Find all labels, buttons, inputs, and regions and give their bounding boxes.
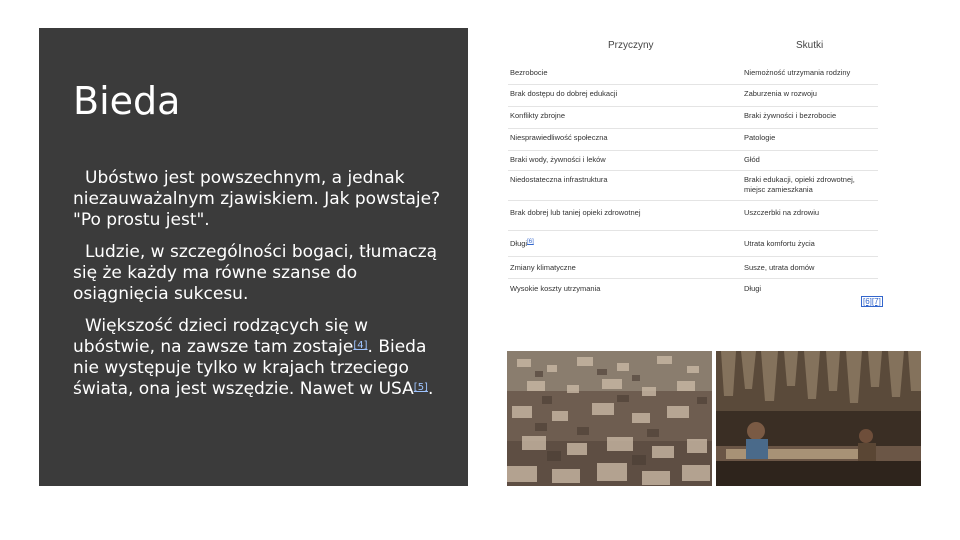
cause-cell: Wysokie koszty utrzymania <box>510 284 601 293</box>
paragraph-1-text: Ubóstwo jest powszechnym, a jednak niezauważalnym zjawiskiem. Jak powstaje? "Po prostu jest". <box>73 168 441 230</box>
paragraph-3-end: . <box>427 379 434 399</box>
effect-cell: Patologie <box>744 133 776 142</box>
table-row <box>508 150 878 171</box>
effect-cell: Braki edukacji, opieki zdrowotnej, miejsc zamieszkania <box>744 175 855 194</box>
paragraph-3-text: Większość dzieci rodzących się w ubóstwie, na zawsze tam zostaje <box>73 316 369 357</box>
header-causes: Przyczyny <box>608 40 654 51</box>
citation-5-link[interactable]: [5] <box>413 382 428 393</box>
paragraph-1 <box>73 168 443 231</box>
cause-cell: Niedostateczna infrastruktura <box>510 175 608 184</box>
cause-cell: Braki wody, żywności i leków <box>510 155 606 164</box>
paragraph-3-continued: . Bieda nie występuje tylko w krajach trzeciego świata, ona jest wszędzie. Nawet w USA <box>73 337 427 399</box>
effect-cell: Braki żywności i bezrobocie <box>744 111 837 120</box>
citation-6-7-link[interactable]: [6][7] <box>863 297 881 306</box>
effect-cell: Długi <box>744 284 762 293</box>
favela-illustration <box>507 351 712 486</box>
paragraph-2-text: Ludzie, w szczególności bogaci, tłumaczą się że każdy ma równe szanse do osiągnięcia sukcesu. <box>73 242 438 304</box>
table-row <box>508 64 878 85</box>
cause-text: Długi <box>510 239 528 248</box>
table-row <box>508 128 878 151</box>
cause-cell: Brak dobrej lub taniej opieki zdrowotnej <box>510 208 641 217</box>
slide-body <box>73 168 443 411</box>
paragraph-3 <box>73 316 443 400</box>
table-row <box>508 256 878 279</box>
effect-cell: Uszczerbki na zdrowiu <box>744 208 820 217</box>
paragraph-2 <box>73 242 443 305</box>
table-row <box>508 170 878 201</box>
cause-cell <box>510 239 680 248</box>
slide-title: Bieda <box>73 79 181 123</box>
table-row <box>508 84 878 107</box>
header-effects: Skutki <box>796 40 824 51</box>
table-row <box>508 200 878 231</box>
workshop-illustration <box>716 351 921 486</box>
workshop-photo <box>716 351 921 486</box>
effect-cell: Zaburzenia w rozwoju <box>744 89 817 98</box>
cause-cell: Brak dostępu do dobrej edukacji <box>510 89 618 98</box>
cause-cell: Konflikty zbrojne <box>510 111 566 120</box>
cause-cell: Niesprawiedliwość społeczna <box>510 133 608 142</box>
effect-cell: Niemożność utrzymania rodziny <box>744 68 851 77</box>
table-row <box>508 278 878 296</box>
citation-4-link[interactable]: [4] <box>353 340 368 351</box>
table-row <box>508 230 878 257</box>
favela-photo <box>507 351 712 486</box>
table-row <box>508 106 878 129</box>
cause-cell: Bezrobocie <box>510 68 548 77</box>
effect-cell: Głód <box>744 155 760 164</box>
citation-6-link[interactable]: [6] <box>527 239 534 245</box>
cause-cell: Zmiany klimatyczne <box>510 263 576 272</box>
effect-cell: Utrata komfortu życia <box>744 239 815 248</box>
effect-cell: Susze, utrata domów <box>744 263 815 272</box>
